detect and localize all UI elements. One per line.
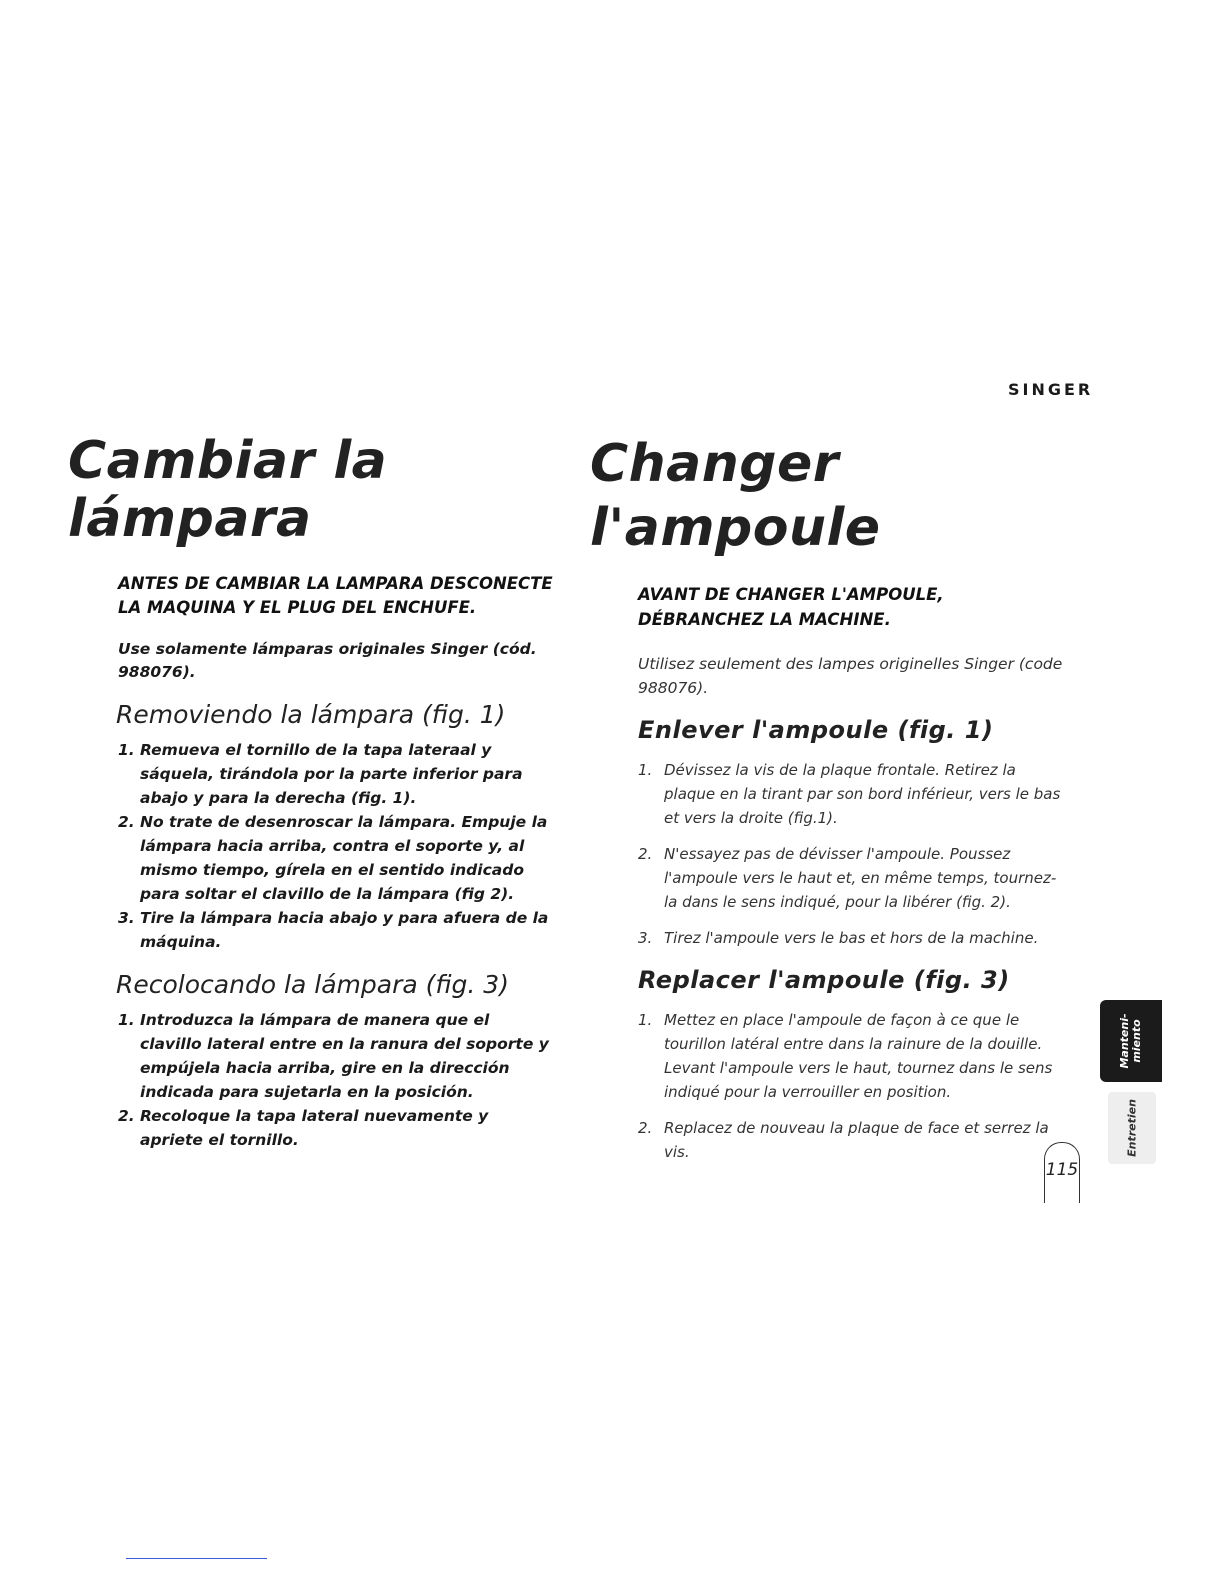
list-item: 2. Recoloque la tapa lateral nuevamente y apriete el tornillo. [118,1107,489,1149]
french-remove-steps [638,758,1068,950]
french-remove-heading: Enlever l'ampoule (fig. 1) [638,716,994,744]
spanish-title-line2: lámpara [68,489,312,549]
spanish-remove-heading: Removiendo la lámpara (fig. 1) [116,700,506,729]
spanish-title-line1: Cambiar la [68,431,388,491]
section-tab-label: Manteni- miento [1118,1013,1143,1069]
brand-logo: SINGER [1008,380,1094,399]
spanish-warning: ANTES DE CAMBIAR LA LAMPARA DESCONECTE LA MAQUINA Y EL PLUG DEL ENCHUFE. [118,574,553,617]
page-number-badge [1044,1142,1080,1203]
spanish-remove-steps [118,738,553,954]
list-item: 1. Introduzca la lámpara de manera que el clavillo lateral entre en la ranura del soporte y empújela hacia arriba, gire en la dirección indicada para sujetarla en la posición. [118,1011,549,1101]
list-item: 1. Mettez en place l'ampoule de façon à ce que le tourillon latéral entre dans la rainure de la douille. Levant l'ampoule vers le haut, tournez dans le sens indiqué pour la verrouiller en position. [638,1011,1053,1101]
spanish-column [68,432,553,1152]
section-tab-entretien[interactable] [1108,1092,1156,1164]
french-warning: AVANT DE CHANGER L'AMPOULE, DÉBRANCHEZ LA MACHINE. [638,585,944,629]
french-replace-steps [638,1008,1068,1164]
list-item: 3. Tirez l'ampoule vers le bas et hors de la machine. [638,929,1039,947]
list-item: 3. Tire la lámpara hacia abajo y para afuera de la máquina. [118,909,549,951]
section-tab-label: Entretien [1125,1099,1139,1157]
french-note: Utilisez seulement des lampes originelles Singer (code 988076). [638,655,1063,697]
list-item: 1. Remueva el tornillo de la tapa lateraal y sáquela, tirándola por la parte inferior para abajo y para la derecha (fig. 1). [118,741,523,807]
list-item: 2. Replacez de nouveau la plaque de face et serrez la vis. [638,1119,1049,1161]
french-replace-heading: Replacer l'ampoule (fig. 3) [638,966,1010,994]
french-column [590,432,1068,1176]
page-number: 115 [1045,1160,1079,1180]
spanish-replace-steps [118,1008,553,1152]
list-item: 2. N'essayez pas de dévisser l'ampoule. Poussez l'ampoule vers le haut et, en même temps, tournez-la dans le sens indiqué, pour la libérer (fig. 2). [638,845,1057,911]
spanish-replace-heading: Recolocando la lámpara (fig. 3) [116,970,509,999]
list-item: 1. Dévissez la vis de la plaque frontale. Retirez la plaque en la tirant par son bord inférieur, vers le bas et vers la droite (fig.1). [638,761,1061,827]
french-title: Changer l'ampoule [590,434,881,558]
list-item: 2. No trate de desenroscar la lámpara. Empuje la lámpara hacia arriba, contra el soporte y, al mismo tiempo, gírela en el sentido indicado para soltar el clavillo de la lámpara (fig 2). [118,813,548,903]
footer-divider [126,1558,267,1559]
section-tab-mantenimiento[interactable] [1100,1000,1162,1082]
spanish-title [68,432,553,548]
spanish-note: Use solamente lámparas originales Singer (cód. 988076). [118,640,537,681]
